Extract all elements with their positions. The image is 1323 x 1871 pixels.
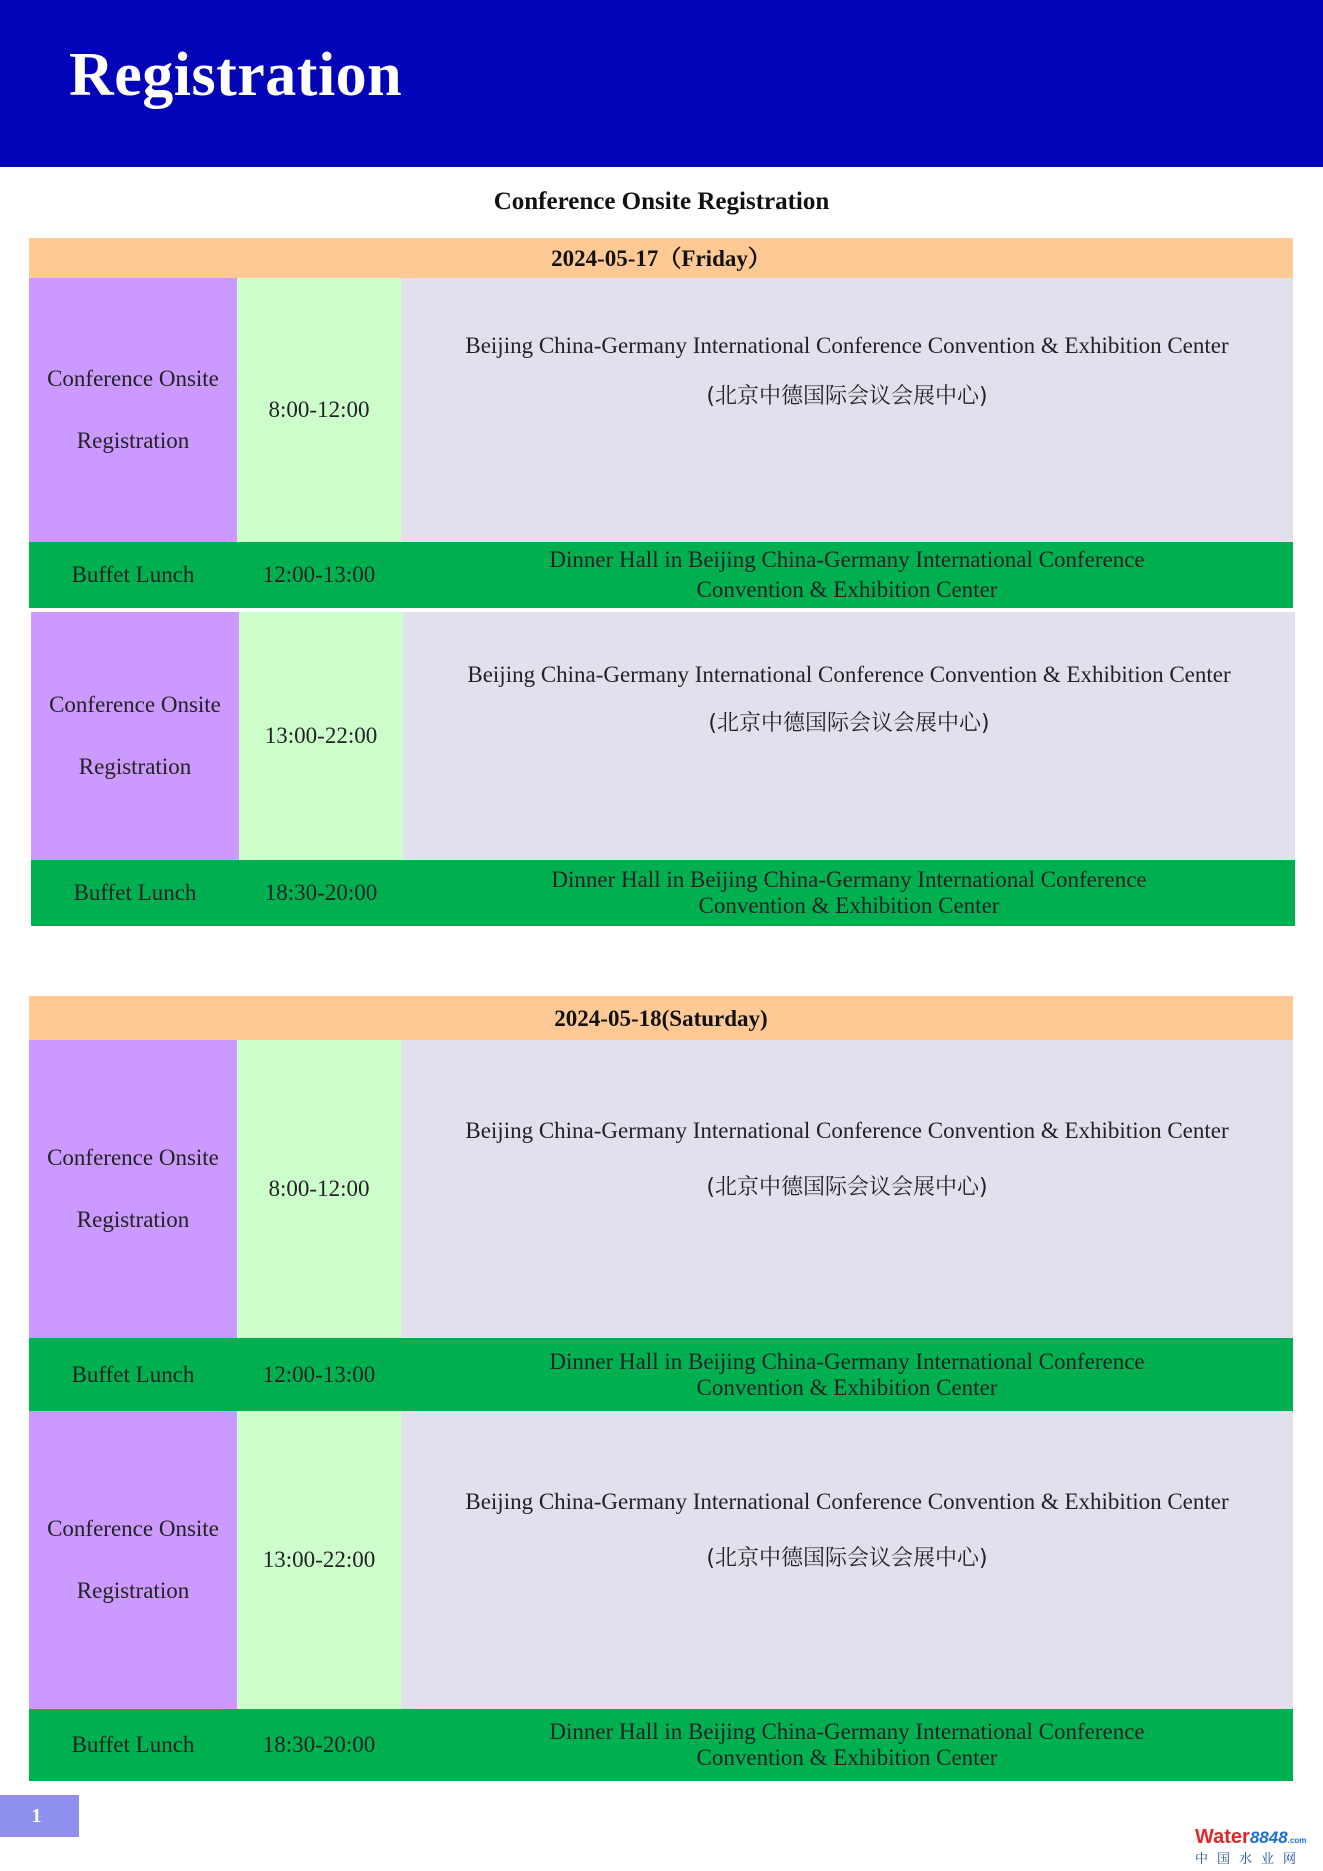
logo-cn-text: 中国水业网 bbox=[1195, 1852, 1306, 1867]
schedule-table-day2 bbox=[29, 996, 1293, 1781]
page-header bbox=[0, 0, 1323, 167]
location-line: Dinner Hall in Beijing China-Germany International Conference bbox=[549, 1719, 1145, 1744]
activity-label: Registration bbox=[76, 1207, 190, 1232]
logo-com-text: .com bbox=[1287, 1836, 1307, 1845]
location-cn: (北京中德国际会议会展中心) bbox=[706, 384, 988, 409]
location-line: Convention & Exhibition Center bbox=[696, 1745, 998, 1770]
time-cell: 18:30-20:00 bbox=[262, 1732, 376, 1757]
location-line: Convention & Exhibition Center bbox=[696, 1374, 998, 1400]
location-en: Beijing China-Germany International Conference Convention & Exhibition Center bbox=[465, 333, 1229, 358]
activity-cell: Buffet Lunch bbox=[71, 562, 195, 587]
table-row bbox=[29, 1040, 1293, 1338]
activity-cell: Buffet Lunch bbox=[71, 1732, 195, 1757]
table-row bbox=[31, 860, 1295, 926]
time-cell: 12:00-13:00 bbox=[262, 562, 376, 587]
activity-cell: Buffet Lunch bbox=[71, 1361, 195, 1387]
time-cell: 18:30-20:00 bbox=[264, 880, 378, 905]
activity-label: Conference Onsite bbox=[47, 1516, 219, 1541]
activity-label: Registration bbox=[76, 428, 190, 453]
date-header: 2024-05-17（Friday） bbox=[29, 238, 1293, 278]
table-row bbox=[31, 612, 1295, 860]
logo-water-text: Water bbox=[1195, 1826, 1250, 1848]
location-cell bbox=[403, 612, 1295, 860]
location-cn: (北京中德国际会议会展中心) bbox=[708, 711, 990, 736]
table-row bbox=[29, 1338, 1293, 1411]
time-cell: 8:00-12:00 bbox=[237, 1040, 401, 1338]
location-en: Beijing China-Germany International Conference Convention & Exhibition Center bbox=[465, 1118, 1229, 1143]
location-cell bbox=[401, 542, 1293, 608]
activity-label: Conference Onsite bbox=[47, 1145, 219, 1170]
location-line: Convention & Exhibition Center bbox=[696, 577, 998, 602]
location-cell bbox=[401, 1338, 1293, 1411]
time-cell: 8:00-12:00 bbox=[237, 278, 401, 542]
activity-cell bbox=[29, 1040, 237, 1338]
date-header: 2024-05-18(Saturday) bbox=[29, 996, 1293, 1040]
logo-number-text: 8848 bbox=[1249, 1828, 1288, 1847]
schedule-table-day1 bbox=[29, 238, 1293, 926]
activity-label: Registration bbox=[76, 1578, 190, 1603]
activity-label: Conference Onsite bbox=[47, 366, 219, 391]
location-cell bbox=[403, 860, 1295, 926]
activity-label: Registration bbox=[78, 754, 192, 779]
table-row bbox=[29, 542, 1293, 608]
location-line: Dinner Hall in Beijing China-Germany International Conference bbox=[551, 867, 1147, 892]
location-en: Beijing China-Germany International Conference Convention & Exhibition Center bbox=[467, 662, 1231, 687]
location-cell bbox=[401, 1040, 1293, 1338]
location-en: Beijing China-Germany International Conference Convention & Exhibition Center bbox=[465, 1489, 1229, 1514]
time-cell: 13:00-22:00 bbox=[239, 612, 403, 860]
table-row bbox=[29, 1411, 1293, 1709]
location-cn: (北京中德国际会议会展中心) bbox=[706, 1546, 988, 1571]
page-number-badge: 1 bbox=[0, 1795, 79, 1837]
location-cell bbox=[401, 278, 1293, 542]
location-line: Convention & Exhibition Center bbox=[698, 893, 1000, 918]
location-cell bbox=[401, 1709, 1293, 1781]
activity-label: Conference Onsite bbox=[49, 692, 221, 717]
activity-cell: Buffet Lunch bbox=[73, 880, 197, 905]
location-line: Dinner Hall in Beijing China-Germany International Conference bbox=[549, 547, 1145, 572]
table-row bbox=[29, 1709, 1293, 1781]
location-cn: (北京中德国际会议会展中心) bbox=[706, 1175, 988, 1200]
activity-cell bbox=[31, 612, 239, 860]
time-cell: 12:00-13:00 bbox=[262, 1361, 376, 1387]
section-title: Conference Onsite Registration bbox=[493, 188, 830, 215]
table-row bbox=[29, 278, 1293, 542]
activity-cell bbox=[29, 1411, 237, 1709]
time-cell: 13:00-22:00 bbox=[237, 1411, 401, 1709]
site-logo bbox=[1195, 1826, 1313, 1866]
location-cell bbox=[401, 1411, 1293, 1709]
activity-cell bbox=[29, 278, 237, 542]
location-line: Dinner Hall in Beijing China-Germany International Conference bbox=[549, 1348, 1145, 1374]
page-title: Registration bbox=[69, 41, 403, 109]
